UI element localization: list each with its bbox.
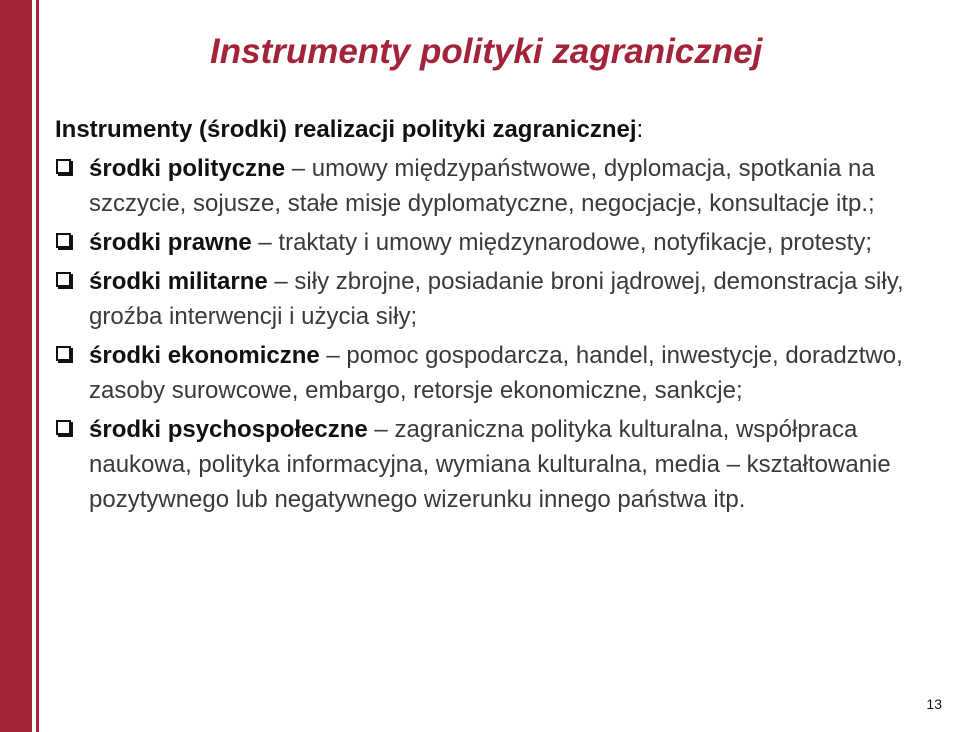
checkbox-bullet-icon	[56, 346, 71, 361]
list-item-dash: –	[251, 229, 279, 256]
left-accent-line	[36, 0, 39, 732]
list-item-desc: pomoc gospodarcza, handel, inwestycje, doradztwo, zasoby surowcowe, embargo, retorsje ekonomiczne, sankcje;	[89, 342, 903, 404]
list-item	[55, 225, 950, 260]
page-number: 13	[926, 696, 942, 712]
list-item-text	[89, 412, 950, 517]
list-item	[55, 264, 950, 334]
checkbox-bullet-icon	[56, 233, 71, 248]
list-item-term: środki prawne	[89, 229, 252, 256]
checkbox-bullet-icon	[56, 159, 71, 174]
list-item	[55, 338, 950, 408]
slide-content	[55, 112, 950, 521]
slide-title: Instrumenty polityki zagranicznej	[210, 32, 763, 71]
list-item-desc: zagraniczna polityka kulturalna, współpraca naukowa, polityka informacyjna, wymiana kulturalna, media – kształtowanie pozytywnego lub negatywnego wizerunku innego państwa itp.	[89, 416, 891, 513]
list-item-dash: –	[267, 268, 295, 295]
list-item-dash: –	[319, 342, 347, 369]
checkbox-bullet-icon	[56, 420, 71, 435]
list-item-text	[89, 151, 950, 221]
list-item-text	[89, 225, 950, 260]
intro-bold: Instrumenty (środki) realizacji polityki zagranicznej	[55, 116, 637, 143]
list-item-term: środki psychospołeczne	[89, 416, 368, 443]
list-item	[55, 412, 950, 517]
list-item-term: środki ekonomiczne	[89, 342, 320, 369]
list-item-desc: siły zbrojne, posiadanie broni jądrowej, demonstracja siły, groźba interwencji i użycia siły;	[89, 268, 904, 330]
list-item-desc: traktaty i umowy międzynarodowe, notyfikacje, protesty;	[278, 229, 872, 256]
checkbox-bullet-icon	[56, 272, 71, 287]
list-item-term: środki polityczne	[89, 155, 286, 182]
intro-suffix: :	[636, 116, 644, 143]
left-accent-bar	[0, 0, 32, 732]
list-item-desc: umowy międzypaństwowe, dyplomacja, spotkania na szczycie, sojusze, stałe misje dyplomatyczne, negocjacje, konsultacje itp.;	[89, 155, 875, 217]
list-item-term: środki militarne	[89, 268, 268, 295]
intro-line	[55, 112, 950, 147]
list-item	[55, 151, 950, 221]
list-item-text	[89, 338, 950, 408]
list-item-text	[89, 264, 950, 334]
list-item-dash: –	[367, 416, 395, 443]
list-item-dash: –	[285, 155, 312, 182]
